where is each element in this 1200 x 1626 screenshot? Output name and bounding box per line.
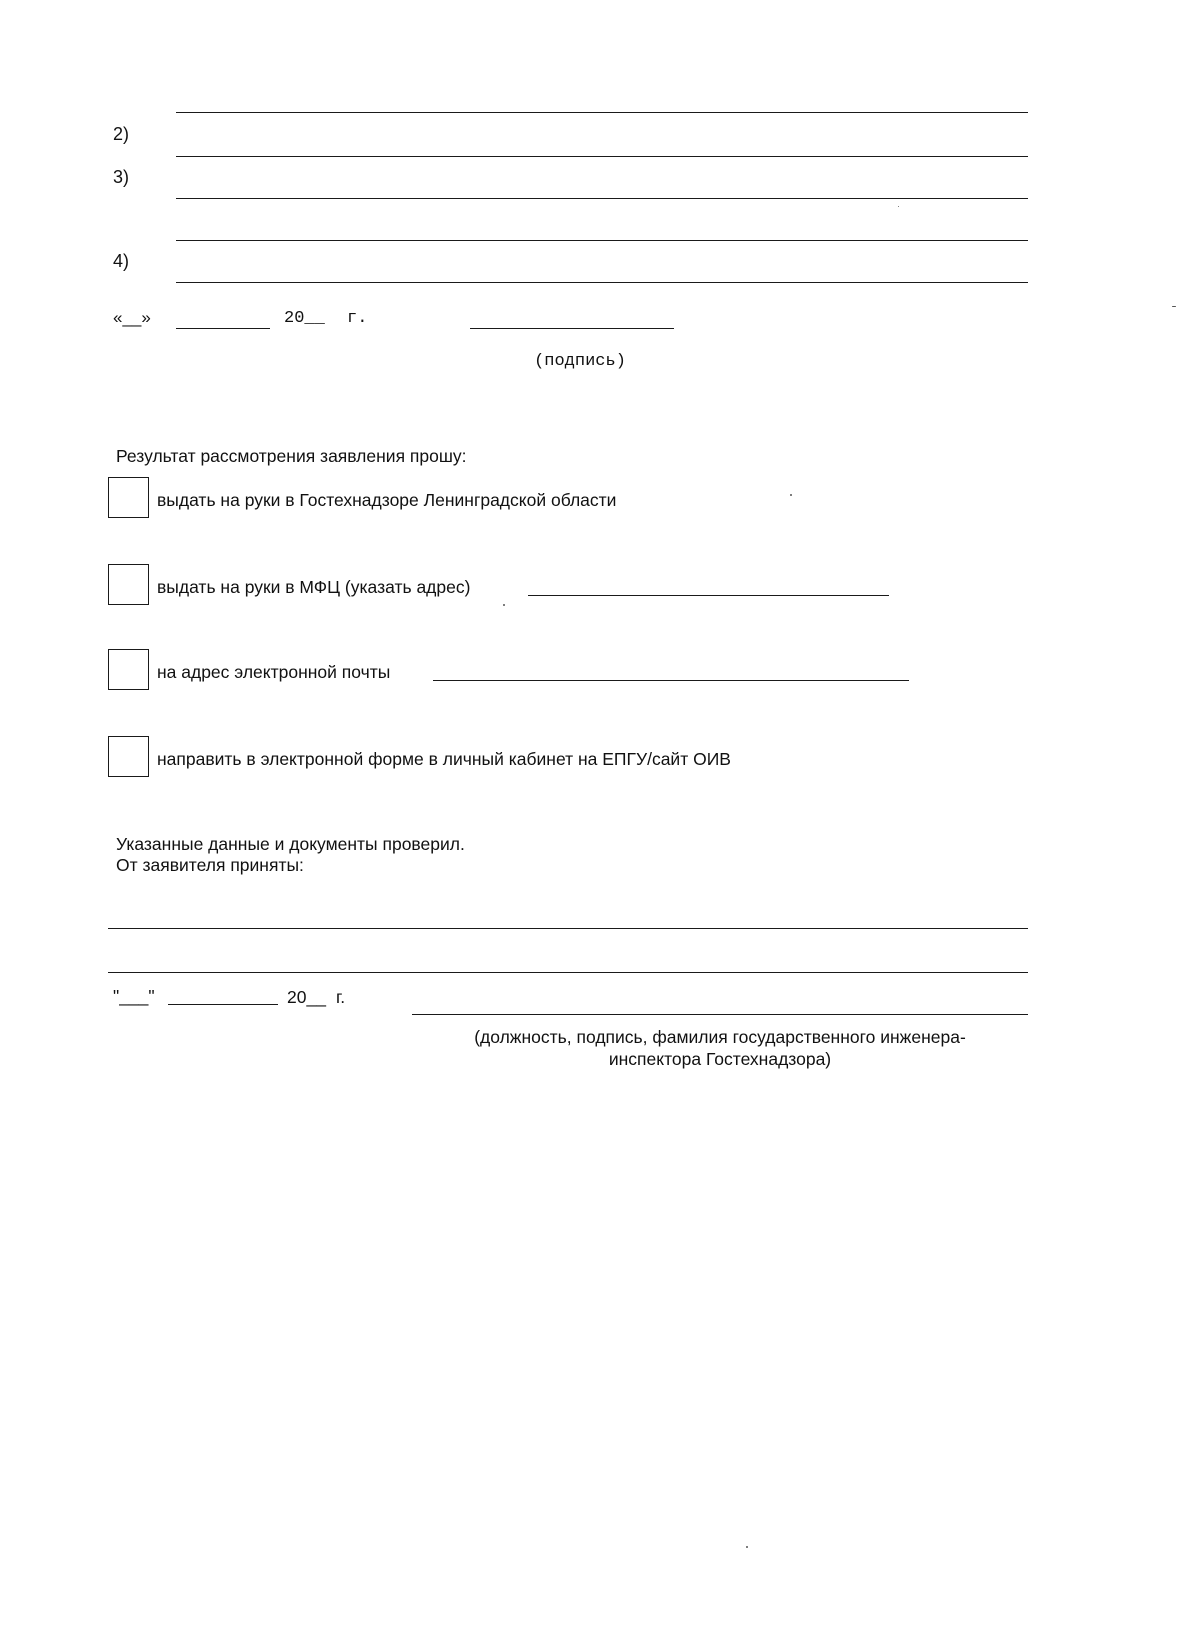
option-checkbox-1[interactable] — [108, 477, 149, 518]
date-month-blank[interactable] — [176, 328, 270, 329]
option-checkbox-3[interactable] — [108, 649, 149, 690]
verification-line-1: Указанные данные и документы проверил. — [116, 834, 465, 854]
list-line-3b[interactable] — [176, 240, 1028, 241]
date-day-quotes: «__» — [113, 308, 151, 327]
option-checkbox-4[interactable] — [108, 736, 149, 777]
list-line-3[interactable] — [176, 198, 1028, 199]
date-year-suffix: г. — [347, 309, 368, 328]
mfc-address-blank[interactable] — [528, 595, 889, 596]
accepted-line-1[interactable] — [108, 928, 1028, 929]
signature-blank[interactable] — [470, 328, 674, 329]
scan-speck — [1172, 306, 1176, 307]
list-line-2[interactable] — [176, 156, 1028, 157]
option-label-1: выдать на руки в Гостехнадзоре Ленинградской области — [157, 490, 617, 510]
date-year: 20__ — [284, 309, 325, 328]
list-item-2-label: 2) — [113, 124, 130, 144]
accepted-line-2[interactable] — [108, 972, 1028, 973]
option-checkbox-2[interactable] — [108, 564, 149, 605]
date2-year-suffix: г. — [336, 987, 346, 1007]
verification-line-2: От заявителя приняты: — [116, 855, 304, 875]
list-item-3-label: 3) — [113, 167, 130, 187]
scan-speck — [746, 1546, 748, 1548]
official-signature-blank[interactable] — [412, 1014, 1028, 1015]
scan-speck — [898, 206, 899, 207]
scan-speck — [790, 494, 792, 496]
official-caption-line-1: (должность, подпись, фамилия государственного инженера- — [474, 1027, 966, 1047]
list-line-1 — [176, 112, 1028, 113]
list-item-4-label: 4) — [113, 251, 130, 271]
scan-speck — [503, 604, 505, 606]
official-caption-line-2: инспектора Гостехнадзора) — [608, 1049, 832, 1069]
option-label-2: выдать на руки в МФЦ (указать адрес) — [157, 577, 471, 597]
email-blank[interactable] — [433, 680, 909, 681]
date2-year: 20__ — [287, 987, 326, 1007]
result-heading: Результат рассмотрения заявления прошу: — [116, 446, 467, 466]
date2-month-blank[interactable] — [168, 1004, 278, 1005]
signature-caption: (подпись) — [534, 352, 626, 371]
list-line-4[interactable] — [176, 282, 1028, 283]
option-label-4: направить в электронной форме в личный кабинет на ЕПГУ/сайт ОИВ — [157, 749, 731, 769]
date2-day-quotes: "___" — [113, 986, 155, 1006]
option-label-3: на адрес электронной почты — [157, 662, 391, 682]
